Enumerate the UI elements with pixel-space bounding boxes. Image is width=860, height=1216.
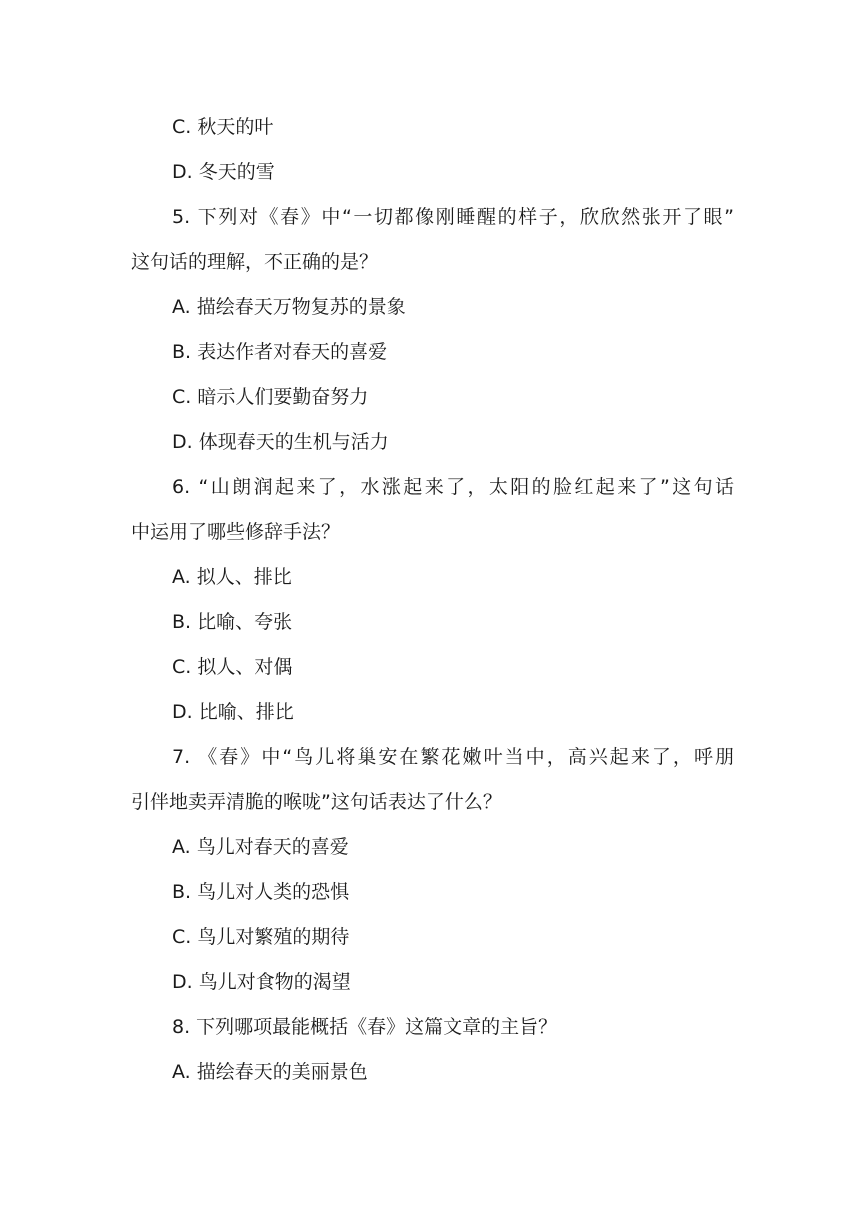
- option-7d: D. 鸟儿对食物的渴望: [172, 971, 351, 993]
- option-6a: A. 拟人、排比: [172, 566, 292, 588]
- question-6: 6. “山朗润起来了，水涨起来了，太阳的脸红起来了”这句话: [172, 476, 734, 498]
- option-5b: B. 表达作者对春天的喜爱: [172, 341, 388, 363]
- option-5a: A. 描绘春天万物复苏的景象: [172, 296, 406, 318]
- question-7: 7. 《春》中“鸟儿将巢安在繁花嫩叶当中，高兴起来了，呼朋: [172, 746, 734, 768]
- option-4c: C. 秋天的叶: [172, 116, 274, 138]
- question-5: 5. 下列对《春》中“一切都像刚睡醒的样子，欣欣然张开了眼”: [172, 206, 734, 228]
- option-7a: A. 鸟儿对春天的喜爱: [172, 836, 349, 858]
- option-7c: C. 鸟儿对繁殖的期待: [172, 926, 350, 948]
- question-7-continued: 引伴地卖弄清脆的喉咙”这句话表达了什么？: [131, 791, 502, 813]
- option-4d: D. 冬天的雪: [172, 161, 275, 183]
- question-5-continued: 这句话的理解，不正确的是？: [131, 251, 379, 273]
- question-8: 8. 下列哪项最能概括《春》这篇文章的主旨？: [172, 1016, 558, 1038]
- option-5d: D. 体现春天的生机与活力: [172, 431, 389, 453]
- option-5c: C. 暗示人们要勤奋努力: [172, 386, 369, 408]
- option-8a: A. 描绘春天的美丽景色: [172, 1061, 368, 1083]
- option-6b: B. 比喻、夸张: [172, 611, 293, 633]
- option-6d: D. 比喻、排比: [172, 701, 294, 723]
- option-6c: C. 拟人、对偶: [172, 656, 293, 678]
- question-6-continued: 中运用了哪些修辞手法？: [131, 521, 341, 543]
- option-7b: B. 鸟儿对人类的恐惧: [172, 881, 350, 903]
